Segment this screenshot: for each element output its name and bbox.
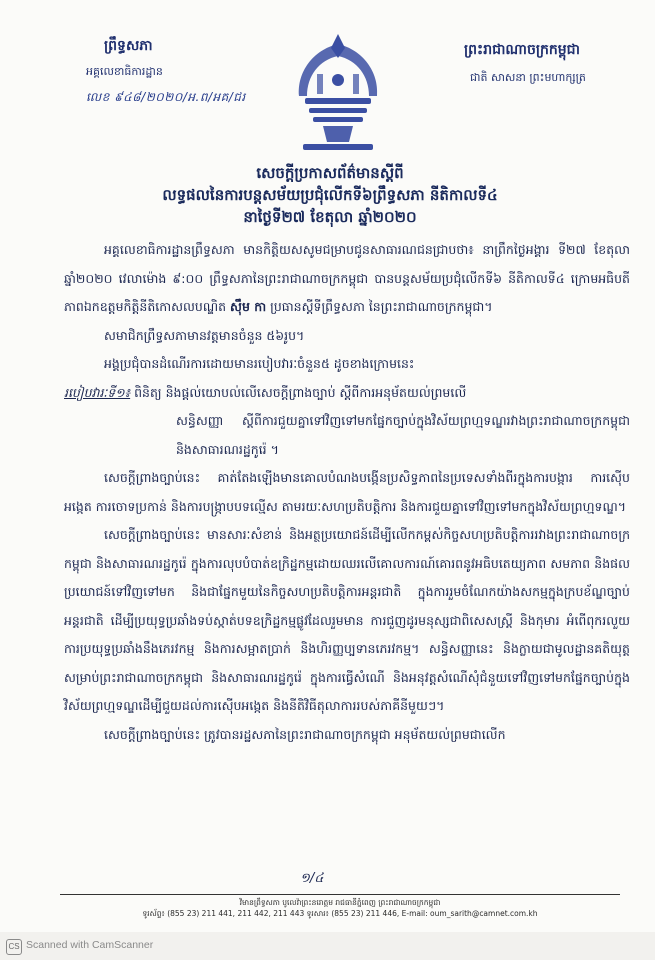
chairman-name: ស៊ឹម កា xyxy=(230,299,267,314)
camscanner-icon: CS xyxy=(6,939,22,955)
issuer-block xyxy=(86,36,286,107)
footer-address: វិមានព្រឹទ្ធសភា បូលេវ៉ាព្រះនរោត្តម រាជធានីភ្នំពេញ ព្រះរាជាណាចក្រកម្ពុជា xyxy=(239,898,441,907)
footer-fax: ទូរសារ៖ (855 23) 211 446, E-mail: oum_sarith@camnet.com.kh xyxy=(306,909,538,918)
reference-number: លេខ ៩៤៨/២០២០/អ.ព/អគ/ជរ xyxy=(86,90,246,104)
paragraph-intro xyxy=(64,236,630,322)
document-title xyxy=(110,162,550,228)
page-number: ១/៤ xyxy=(300,871,324,886)
agenda-item-1 xyxy=(64,379,630,408)
footer-divider xyxy=(60,894,620,895)
document-body xyxy=(64,236,630,749)
footer-phone: ទូរស័ព្ទ៖ (855 23) 211 441, 211 442, 211 443 xyxy=(142,909,305,918)
intro-text: អគ្គលេខាធិការដ្ឋានព្រឹទ្ធសភា មានកិត្តិយសសូមជម្រាបជូនសាធារណជនជ្រាបថា៖ នាព្រឹកថ្ងៃអង្គារ ទី២៧ ខែតុលា ឆ្នាំ២០២០ វេលាម៉ោង ៩:០០ ព្រឹទ្ធសភានៃព្រះរាជាណាចក្រកម្ពុជា បានបន្តសម័យប្រជុំលើកទី៦ នីតិកាលទី៤ ក្រោមអធិបតីភាពឯកឧត្តមកិត្តិនីតិកោសលបណ្ឌិត xyxy=(64,242,630,314)
paragraph-purpose: សេចក្ដីព្រាងច្បាប់នេះ គាត់តែងឡើងមានគោលបំណងបង្កើនប្រសិទ្ធភាពនៃប្រទេសទាំងពីរក្នុងការបង្ការ ការស៊ើបអង្កេត ការចោទប្រកាន់ និងការបង្ក្រាបបទល្មើស តាមរយៈសហប្រតិបត្តិការ និងការជួយគ្នាទៅវិញទៅមកក្នុងវិស័យព្រហ្មទណ្ឌ។ xyxy=(64,470,630,514)
senate-emblem-icon xyxy=(283,30,393,158)
footer xyxy=(60,898,620,919)
kingdom-title: ព្រះរាជាណាចក្រកម្ពុជា xyxy=(464,42,581,58)
title-line-3: នាថ្ងៃទី២៧ ខែតុលា ឆ្នាំ២០២០ xyxy=(243,208,417,226)
title-line-1: សេចក្ដីប្រកាសព័ត៌មានស្ដីពី xyxy=(256,164,404,182)
paragraph-importance: សេចក្ដីព្រាងច្បាប់នេះ មានសារៈសំខាន់ និងអត្ថប្រយោជន៍ដើម្បីលើកកម្ពស់កិច្ចសហប្រតិបត្តិការរវាងព្រះរាជាណាចក្រកម្ពុជា និងសាធារណរដ្ឋកូរ៉េ ក្នុងការលុបបំបាត់ឧក្រិដ្ឋកម្មដោយឈរលើគោលការណ៍គោរពនូវអធិបតេយ្យភាព សមភាព និងផលប្រយោជន៍ទៅវិញទៅមក និងជាផ្នែកមួយនៃកិច្ចសហប្រតិបត្តិការអន្តរជាតិ ក្នុងការរួមចំណែកយ៉ាងសកម្មក្នុងក្របខ័ណ្ឌច្បាប់អន្តរជាតិ ដើម្បីប្រយុទ្ធប្រឆាំងទប់ស្កាត់បទឧក្រិដ្ឋកម្មផ្លូវដែលរួមមាន ការជួញដូរមនុស្សជាពិសេសស្ត្រី និងកុមារ អំពើពុករលួយ ការប្រយុទ្ធប្រឆាំងនឹងភេរវកម្ម និងការសម្អាតប្រាក់ និងហិរញ្ញប្បទានភេរវកម្ម។ សន្ធិសញ្ញានេះ និងក្លាយជាមូលដ្ឋានគតិយុត្តសម្រាប់ព្រះរាជាណាចក្រកម្ពុជា និងសាធារណរដ្ឋកូរ៉េ ក្នុងការធ្វើសំណើ និងអនុវត្តសំណើសុំជំនួយទៅវិញទៅមកផ្នែកច្បាប់ក្នុងវិស័យព្រហ្មទណ្ឌដើម្បីជួយដល់ការស៊ើបអង្កេត និងនីតិវិធីតុលាការរបស់ភាគីនីមួយៗ។ xyxy=(64,527,630,713)
paragraph-agenda-intro: អង្គប្រជុំបានដំណើរការដោយមានរបៀបវារៈចំនួន៥ ដូចខាងក្រោមនេះ xyxy=(104,356,415,371)
scanner-watermark xyxy=(0,932,655,960)
paragraph-attendance: សមាជិកព្រឹទ្ធសភាមានវត្តមានចំនួន ៥៦រូប។ xyxy=(104,327,305,343)
footer-contact xyxy=(60,909,620,919)
kingdom-block xyxy=(464,40,654,87)
intro-tail: ប្រធានស្ដីទីព្រឹទ្ធសភា នៃព្រះរាជាណាចក្រកម្ពុជា។ xyxy=(266,299,493,314)
paragraph-adoption: សេចក្ដីព្រាងច្បាប់នេះ ត្រូវបានរដ្ឋសភានៃព្រះរាជាណាចក្រកម្ពុជា អនុម័តយល់ព្រមជាលើក xyxy=(104,726,506,742)
agenda-text: ពិនិត្យ និងផ្ដល់យោបល់លើសេចក្ដីព្រាងច្បាប់ ស្ដីពីការអនុម័តយល់ព្រមលើ xyxy=(130,384,467,400)
agenda-item-1-cont: សន្ធិសញ្ញា ស្ដីពីការជួយគ្នាទៅវិញទៅមកផ្នែកច្បាប់ក្នុងវិស័យព្រហ្មទណ្ឌរវាងព្រះរាជាណាចក្រកម្ពុជា និងសាធារណរដ្ឋកូរ៉េ ។ xyxy=(176,413,630,457)
issuer-dept: អគ្គលេខាធិការដ្ឋាន xyxy=(86,65,163,78)
scanner-label: Scanned with CamScanner xyxy=(26,939,154,951)
title-line-2: លទ្ធផលនៃការបន្តសម័យប្រជុំលើកទី៦ព្រឹទ្ធសភា នីតិកាលទី៤ xyxy=(162,186,498,204)
agenda-label: របៀបវារៈទី១៖ xyxy=(64,384,131,400)
national-motto: ជាតិ សាសនា ព្រះមហាក្សត្រ xyxy=(470,71,586,84)
issuer-org: ព្រឹទ្ធសភា xyxy=(104,38,153,54)
